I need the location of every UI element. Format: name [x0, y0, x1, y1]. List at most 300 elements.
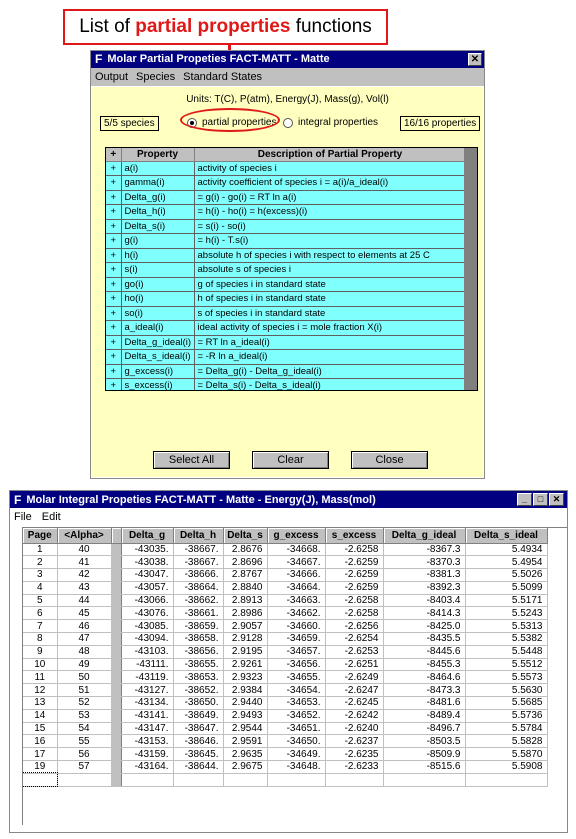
column-separator [111, 761, 121, 774]
table-cell: 2.9544 [223, 722, 267, 735]
radio-partial-label: partial properties [202, 117, 277, 128]
table-cell: 5.5630 [465, 684, 547, 697]
table-cell: 5.5573 [465, 671, 547, 684]
table-row[interactable] [23, 633, 547, 646]
table-cell: 6 [23, 607, 57, 620]
table-cell: -38666. [173, 569, 223, 582]
clear-button[interactable]: Clear [252, 451, 329, 469]
row-plus[interactable]: + [106, 263, 121, 278]
table-cell: 53 [57, 709, 111, 722]
table-cell: 52 [57, 697, 111, 710]
row-property: Delta_s(i) [121, 219, 194, 234]
callout-highlight: partial properties [135, 16, 291, 37]
table-cell: -43035. [121, 543, 173, 556]
row-description: activity of species i [194, 161, 466, 176]
window-title: Molar Integral Propeties FACT-MATT - Matte - Energy(J), Mass(mol) [26, 493, 376, 506]
column-header[interactable]: Page [23, 528, 57, 543]
units-label: Units: T(C), P(atm), Energy(J), Mass(g), Vol(l) [186, 94, 389, 105]
table-cell: 51 [57, 684, 111, 697]
table-row[interactable] [106, 263, 466, 278]
properties-count-box[interactable]: 16/16 properties [400, 116, 480, 131]
table-cell: -34666. [267, 569, 325, 582]
table-row[interactable] [106, 205, 466, 220]
table-cell: 5.5908 [465, 761, 547, 774]
row-plus[interactable]: + [106, 292, 121, 307]
table-cell: 2.9493 [223, 709, 267, 722]
table-cell: -8489.4 [383, 709, 465, 722]
radio-unselected-icon [283, 118, 293, 128]
column-separator [111, 569, 121, 582]
table-cell [223, 773, 267, 786]
table-cell: 2.8840 [223, 581, 267, 594]
table-cell: 4 [23, 581, 57, 594]
table-row[interactable] [106, 335, 466, 350]
row-plus[interactable]: + [106, 190, 121, 205]
header-property[interactable]: Property [121, 148, 194, 161]
table-cell: -38652. [173, 684, 223, 697]
row-property: so(i) [121, 306, 194, 321]
table-cell: 5.5313 [465, 620, 547, 633]
table-cell: -8464.6 [383, 671, 465, 684]
table-cell: -34659. [267, 633, 325, 646]
row-property: s_excess(i) [121, 379, 194, 392]
column-separator [111, 773, 121, 786]
table-cell: 2.9591 [223, 735, 267, 748]
table-cell: 2.9384 [223, 684, 267, 697]
row-property: go(i) [121, 277, 194, 292]
row-property: g(i) [121, 234, 194, 249]
row-plus[interactable]: + [106, 364, 121, 379]
table-cell: 50 [57, 671, 111, 684]
table-cell: -8435.5 [383, 633, 465, 646]
highlight-ellipse [180, 108, 280, 132]
table-row[interactable] [23, 697, 547, 710]
table-cell: -43153. [121, 735, 173, 748]
radio-integral-label: integral properties [298, 117, 379, 128]
table-row[interactable] [106, 292, 466, 307]
integral-properties-window [9, 490, 568, 833]
table-cell: 5.5870 [465, 748, 547, 761]
table-cell: 2.8696 [223, 556, 267, 569]
integral-menubar [10, 508, 567, 526]
table-cell: -38667. [173, 543, 223, 556]
table-cell: -38645. [173, 748, 223, 761]
row-description: g of species i in standard state [194, 277, 466, 292]
row-description: = Delta_s(i) - Delta_s_ideal(i) [194, 379, 466, 392]
table-cell: -43164. [121, 761, 173, 774]
table-cell: -2.6259 [325, 569, 383, 582]
table-cell [23, 773, 57, 786]
row-property: s(i) [121, 263, 194, 278]
table-cell: -38655. [173, 658, 223, 671]
vertical-scrollbar[interactable] [464, 148, 477, 390]
row-plus[interactable]: + [106, 277, 121, 292]
table-cell: -2.6256 [325, 620, 383, 633]
table-cell: -38644. [173, 761, 223, 774]
maximize-icon[interactable]: □ [533, 493, 548, 506]
table-row[interactable] [23, 735, 547, 748]
table-row[interactable] [23, 748, 547, 761]
row-plus[interactable]: + [106, 161, 121, 176]
column-header[interactable]: Delta_s [223, 528, 267, 543]
table-cell: 5.5099 [465, 581, 547, 594]
row-description: s of species i in standard state [194, 306, 466, 321]
table-cell: 47 [57, 633, 111, 646]
table-cell: -2.6258 [325, 607, 383, 620]
header-plus[interactable]: + [106, 148, 121, 161]
row-plus[interactable]: + [106, 248, 121, 263]
menu-file[interactable]: File [14, 511, 32, 523]
close-icon[interactable]: ✕ [549, 493, 564, 506]
table-cell: -34651. [267, 722, 325, 735]
table-row[interactable] [106, 306, 466, 321]
table-cell: 5.4954 [465, 556, 547, 569]
table-cell: 11 [23, 671, 57, 684]
table-cell: -8370.3 [383, 556, 465, 569]
column-header[interactable]: Delta_g_ideal [383, 528, 465, 543]
table-cell: -34668. [267, 543, 325, 556]
table-cell: 2.8986 [223, 607, 267, 620]
row-plus[interactable]: + [106, 335, 121, 350]
column-separator [111, 645, 121, 658]
table-cell: 2.9128 [223, 633, 267, 646]
table-cell: 5.5685 [465, 697, 547, 710]
table-cell: -43085. [121, 620, 173, 633]
table-cell: 54 [57, 722, 111, 735]
table-cell: 40 [57, 543, 111, 556]
table-cell: 5.5784 [465, 722, 547, 735]
table-cell: -2.6245 [325, 697, 383, 710]
table-cell: 2.8767 [223, 569, 267, 582]
table-cell: -43066. [121, 594, 173, 607]
table-cell: -34655. [267, 671, 325, 684]
table-cell: 14 [23, 709, 57, 722]
table-row[interactable] [106, 277, 466, 292]
row-property: g_excess(i) [121, 364, 194, 379]
row-plus[interactable]: + [106, 205, 121, 220]
table-cell: -43141. [121, 709, 173, 722]
column-separator [111, 697, 121, 710]
column-separator [111, 748, 121, 761]
table-cell: 13 [23, 697, 57, 710]
row-description: = Delta_g(i) - Delta_g_ideal(i) [194, 364, 466, 379]
column-separator [111, 671, 121, 684]
table-cell: 19 [23, 761, 57, 774]
table-cell: 5.5736 [465, 709, 547, 722]
table-cell: 42 [57, 569, 111, 582]
table-cell [121, 773, 173, 786]
table-row[interactable] [23, 684, 547, 697]
table-cell: -2.6259 [325, 556, 383, 569]
table-cell: -43127. [121, 684, 173, 697]
table-cell: 5.5382 [465, 633, 547, 646]
row-property: gamma(i) [121, 176, 194, 191]
table-cell [267, 773, 325, 786]
column-header[interactable]: <Alpha> [57, 528, 111, 543]
row-description: = h(i) - ho(i) = h(excess)(i) [194, 205, 466, 220]
table-cell: -34660. [267, 620, 325, 633]
table-row[interactable] [106, 350, 466, 365]
callout-suffix: functions [290, 16, 372, 37]
table-cell: -2.6249 [325, 671, 383, 684]
row-property: a_ideal(i) [121, 321, 194, 336]
table-cell: -8481.6 [383, 697, 465, 710]
table-row[interactable] [23, 722, 547, 735]
table-cell: -2.6247 [325, 684, 383, 697]
table-cell: 57 [57, 761, 111, 774]
table-cell: -34664. [267, 581, 325, 594]
table-cell: 2.9635 [223, 748, 267, 761]
table-cell: -8503.5 [383, 735, 465, 748]
table-cell: 43 [57, 581, 111, 594]
table-cell: -2.6235 [325, 748, 383, 761]
row-property: Delta_g(i) [121, 190, 194, 205]
row-property: Delta_h(i) [121, 205, 194, 220]
table-row[interactable] [23, 709, 547, 722]
table-cell: -8425.0 [383, 620, 465, 633]
column-separator [111, 620, 121, 633]
table-cell: -38650. [173, 697, 223, 710]
table-row[interactable] [23, 658, 547, 671]
table-cell: -38647. [173, 722, 223, 735]
table-cell: 46 [57, 620, 111, 633]
table-cell: 5 [23, 594, 57, 607]
table-cell: 17 [23, 748, 57, 761]
table-cell [465, 773, 547, 786]
table-cell: 2.9675 [223, 761, 267, 774]
row-description: h of species i in standard state [194, 292, 466, 307]
empty-row[interactable] [23, 773, 547, 786]
table-cell: 16 [23, 735, 57, 748]
menu-output[interactable]: Output [95, 71, 129, 83]
row-plus[interactable]: + [106, 234, 121, 249]
row-plus[interactable]: + [106, 306, 121, 321]
table-cell: 9 [23, 645, 57, 658]
table-cell: 15 [23, 722, 57, 735]
row-plus[interactable]: + [106, 379, 121, 392]
select-all-button[interactable]: Select All [153, 451, 230, 469]
menu-species[interactable]: Species [136, 71, 176, 83]
table-row[interactable] [23, 581, 547, 594]
table-row[interactable] [23, 556, 547, 569]
table-cell: -38667. [173, 556, 223, 569]
table-cell: -43119. [121, 671, 173, 684]
table-cell: 3 [23, 569, 57, 582]
table-row[interactable] [23, 594, 547, 607]
table-cell [173, 773, 223, 786]
table-cell: -34662. [267, 607, 325, 620]
table-row[interactable] [23, 620, 547, 633]
table-cell: -2.6254 [325, 633, 383, 646]
table-cell: 2.8913 [223, 594, 267, 607]
table-cell: -43147. [121, 722, 173, 735]
row-description: = g(i) - go(i) = RT ln a(i) [194, 190, 466, 205]
row-property: Delta_g_ideal(i) [121, 335, 194, 350]
table-cell: -8455.3 [383, 658, 465, 671]
table-cell: 12 [23, 684, 57, 697]
table-cell: 5.5243 [465, 607, 547, 620]
table-cell [57, 773, 111, 786]
row-description: = h(i) - T.s(i) [194, 234, 466, 249]
table-row[interactable] [106, 190, 466, 205]
table-row[interactable] [106, 364, 466, 379]
table-cell: 5.5448 [465, 645, 547, 658]
partial-properties-table [105, 147, 478, 391]
table-cell: 49 [57, 658, 111, 671]
table-cell: -38646. [173, 735, 223, 748]
row-description: absolute h of species i with respect to elements at 25 C [194, 248, 466, 263]
table-cell: -8515.6 [383, 761, 465, 774]
row-plus[interactable]: + [106, 176, 121, 191]
table-row[interactable] [106, 321, 466, 336]
table-cell: -8392.3 [383, 581, 465, 594]
table-cell: -8367.3 [383, 543, 465, 556]
table-cell: 8 [23, 633, 57, 646]
table-row[interactable] [106, 219, 466, 234]
column-header[interactable]: Delta_s_ideal [465, 528, 547, 543]
row-plus[interactable]: + [106, 350, 121, 365]
table-cell: 2.9261 [223, 658, 267, 671]
column-separator [111, 658, 121, 671]
row-description: = -R ln a_ideal(i) [194, 350, 466, 365]
table-cell: 5.5828 [465, 735, 547, 748]
menu-standard-states[interactable]: Standard States [183, 71, 263, 83]
menu-edit[interactable]: Edit [41, 511, 61, 523]
table-cell: -8496.7 [383, 722, 465, 735]
table-cell: -8509.9 [383, 748, 465, 761]
table-cell: -38653. [173, 671, 223, 684]
table-cell: -38662. [173, 594, 223, 607]
table-cell: -38656. [173, 645, 223, 658]
column-separator [111, 735, 121, 748]
table-cell: -43038. [121, 556, 173, 569]
partial-properties-window [90, 50, 485, 479]
table-cell: -43111. [121, 658, 173, 671]
table-cell: 48 [57, 645, 111, 658]
header-description[interactable]: Description of Partial Property [194, 148, 466, 161]
row-description: activity coefficient of species i = a(i)/a_ideal(i) [194, 176, 466, 191]
table-cell: -43057. [121, 581, 173, 594]
table-cell: -34650. [267, 735, 325, 748]
table-row[interactable] [23, 569, 547, 582]
table-row[interactable] [106, 176, 466, 191]
species-count-box[interactable]: 5/5 species [100, 116, 159, 131]
table-row[interactable] [106, 379, 466, 392]
table-cell: 2.9323 [223, 671, 267, 684]
table-cell: 10 [23, 658, 57, 671]
table-cell [383, 773, 465, 786]
table-cell: -34663. [267, 594, 325, 607]
column-separator [111, 581, 121, 594]
table-row[interactable] [106, 248, 466, 263]
partial-window-titlebar [91, 51, 484, 68]
table-cell: -2.6258 [325, 543, 383, 556]
table-row[interactable] [23, 543, 547, 556]
row-property: a(i) [121, 161, 194, 176]
row-plus[interactable]: + [106, 321, 121, 336]
window-title: Molar Partial Propeties FACT-MATT - Matte [107, 53, 330, 65]
column-separator [111, 709, 121, 722]
table-row[interactable] [23, 607, 547, 620]
table-cell: -2.6233 [325, 761, 383, 774]
integral-window-titlebar [10, 491, 567, 508]
table-cell: 55 [57, 735, 111, 748]
table-cell: -8445.6 [383, 645, 465, 658]
column-header[interactable]: Delta_g [121, 528, 173, 543]
table-cell: -2.6253 [325, 645, 383, 658]
column-separator [111, 633, 121, 646]
table-cell: 2.9195 [223, 645, 267, 658]
table-cell: -34667. [267, 556, 325, 569]
column-header[interactable]: g_excess [267, 528, 325, 543]
close-icon[interactable]: ✕ [468, 53, 482, 66]
table-cell: -43159. [121, 748, 173, 761]
column-header[interactable]: s_excess [325, 528, 383, 543]
table-cell: -38659. [173, 620, 223, 633]
integral-properties-grid [22, 527, 567, 825]
table-cell: 7 [23, 620, 57, 633]
table-row[interactable] [106, 234, 466, 249]
table-cell: 5.5512 [465, 658, 547, 671]
table-cell: -34653. [267, 697, 325, 710]
column-separator [111, 594, 121, 607]
table-cell: -34654. [267, 684, 325, 697]
table-row[interactable] [23, 761, 547, 774]
table-cell: -34652. [267, 709, 325, 722]
table-cell: 5.5171 [465, 594, 547, 607]
row-property: Delta_s_ideal(i) [121, 350, 194, 365]
column-separator [111, 543, 121, 556]
radio-integral-properties[interactable] [283, 116, 378, 129]
table-cell: -2.6242 [325, 709, 383, 722]
column-separator [111, 722, 121, 735]
table-cell: -8414.3 [383, 607, 465, 620]
row-description: absolute s of species i [194, 263, 466, 278]
callout-prefix: List of [79, 16, 136, 37]
table-row[interactable] [23, 671, 547, 684]
table-cell: -43103. [121, 645, 173, 658]
column-separator [111, 607, 121, 620]
table-cell: 45 [57, 607, 111, 620]
table-cell: -8403.4 [383, 594, 465, 607]
table-cell: -2.6259 [325, 581, 383, 594]
row-property: ho(i) [121, 292, 194, 307]
close-button[interactable]: Close [351, 451, 428, 469]
app-icon: F [95, 52, 103, 66]
table-row[interactable] [23, 645, 547, 658]
table-cell: 2 [23, 556, 57, 569]
table-cell: 44 [57, 594, 111, 607]
table-cell: -38661. [173, 607, 223, 620]
column-separator [111, 684, 121, 697]
table-cell: -34656. [267, 658, 325, 671]
table-cell: -2.6258 [325, 594, 383, 607]
column-header[interactable]: Delta_h [173, 528, 223, 543]
column-separator [111, 556, 121, 569]
table-cell: -43076. [121, 607, 173, 620]
minimize-icon[interactable]: _ [517, 493, 532, 506]
table-cell [325, 773, 383, 786]
table-cell: -2.6251 [325, 658, 383, 671]
table-cell: 2.8676 [223, 543, 267, 556]
table-row[interactable] [106, 161, 466, 176]
row-plus[interactable]: + [106, 219, 121, 234]
column-separator [111, 528, 121, 543]
callout-label [63, 9, 388, 45]
table-cell: 5.4934 [465, 543, 547, 556]
row-property: h(i) [121, 248, 194, 263]
table-cell: 2.9440 [223, 697, 267, 710]
